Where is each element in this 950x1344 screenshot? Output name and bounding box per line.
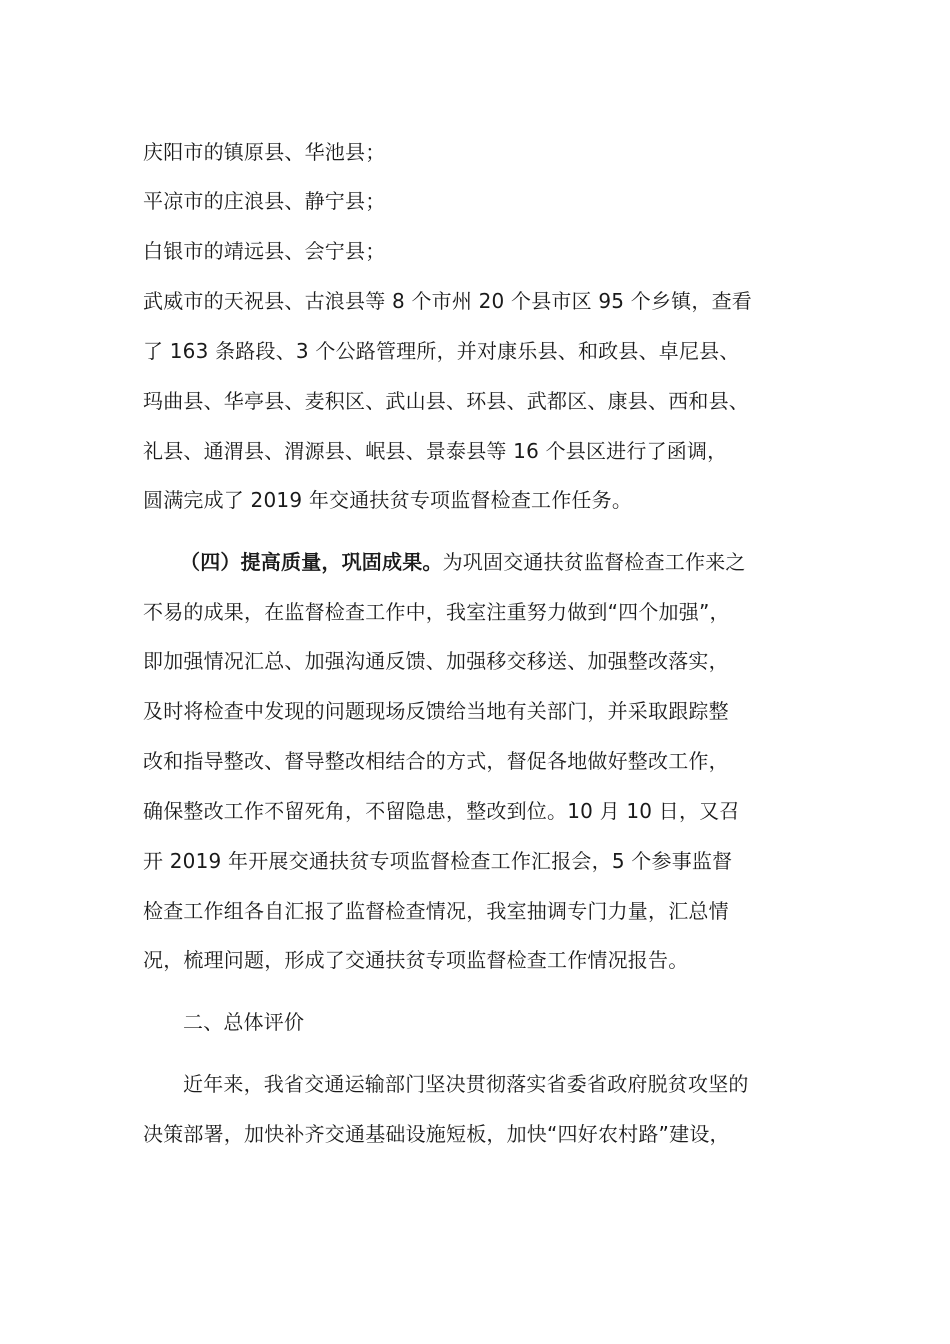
section4-heading: （四）提高质量，巩固成果。 [180, 550, 443, 574]
section2-heading: 二、总体评价 [183, 1010, 305, 1034]
text-line: 确保整改工作不留死角，不留隐患，整改到位。10 月 10 日，又召 [143, 799, 740, 823]
text-line: 决策部署，加快补齐交通基础设施短板，加快“四好农村路”建设， [143, 1122, 730, 1146]
text-line: 改和指导整改、督导整改相结合的方式，督促各地做好整改工作， [143, 749, 729, 773]
text-line: 圆满完成了 2019 年交通扶贫专项监督检查工作任务。 [143, 488, 633, 512]
text-line: 了 163 条路段、3 个公路管理所，并对康乐县、和政县、卓尼县、 [143, 339, 740, 363]
section4-first-line-text: 为巩固交通扶贫监督检查工作来之 [442, 550, 746, 574]
text-line: 况，梳理问题，形成了交通扶贫专项监督检查工作情况报告。 [143, 948, 689, 972]
text-line: 近年来，我省交通运输部门坚决贯彻落实省委省政府脱贫攻坚的 [183, 1072, 749, 1096]
text-line: 庆阳市的镇原县、华池县； [143, 140, 386, 164]
text-line: 及时将检查中发现的问题现场反馈给当地有关部门，并采取跟踪整 [143, 699, 729, 723]
text-line: 武威市的天祝县、古浪县等 8 个市州 20 个县市区 95 个乡镇，查看 [143, 289, 752, 313]
text-line: 开 2019 年开展交通扶贫专项监督检查工作汇报会，5 个参事监督 [143, 849, 733, 873]
text-line: 礼县、通渭县、渭源县、岷县、景泰县等 16 个县区进行了函调， [143, 439, 728, 463]
text-line: 即加强情况汇总、加强沟通反馈、加强移交移送、加强整改落实， [143, 649, 729, 673]
text-line: 检查工作组各自汇报了监督检查情况，我室抽调专门力量，汇总情 [143, 899, 729, 923]
text-line: 不易的成果，在监督检查工作中，我室注重努力做到“四个加强”， [143, 600, 730, 624]
text-line: 白银市的靖远县、会宁县； [143, 239, 386, 263]
text-line: 平凉市的庄浪县、静宁县； [143, 189, 386, 213]
section4-first-line [180, 548, 746, 576]
text-line: 玛曲县、华亭县、麦积区、武山县、环县、武都区、康县、西和县、 [143, 389, 749, 413]
